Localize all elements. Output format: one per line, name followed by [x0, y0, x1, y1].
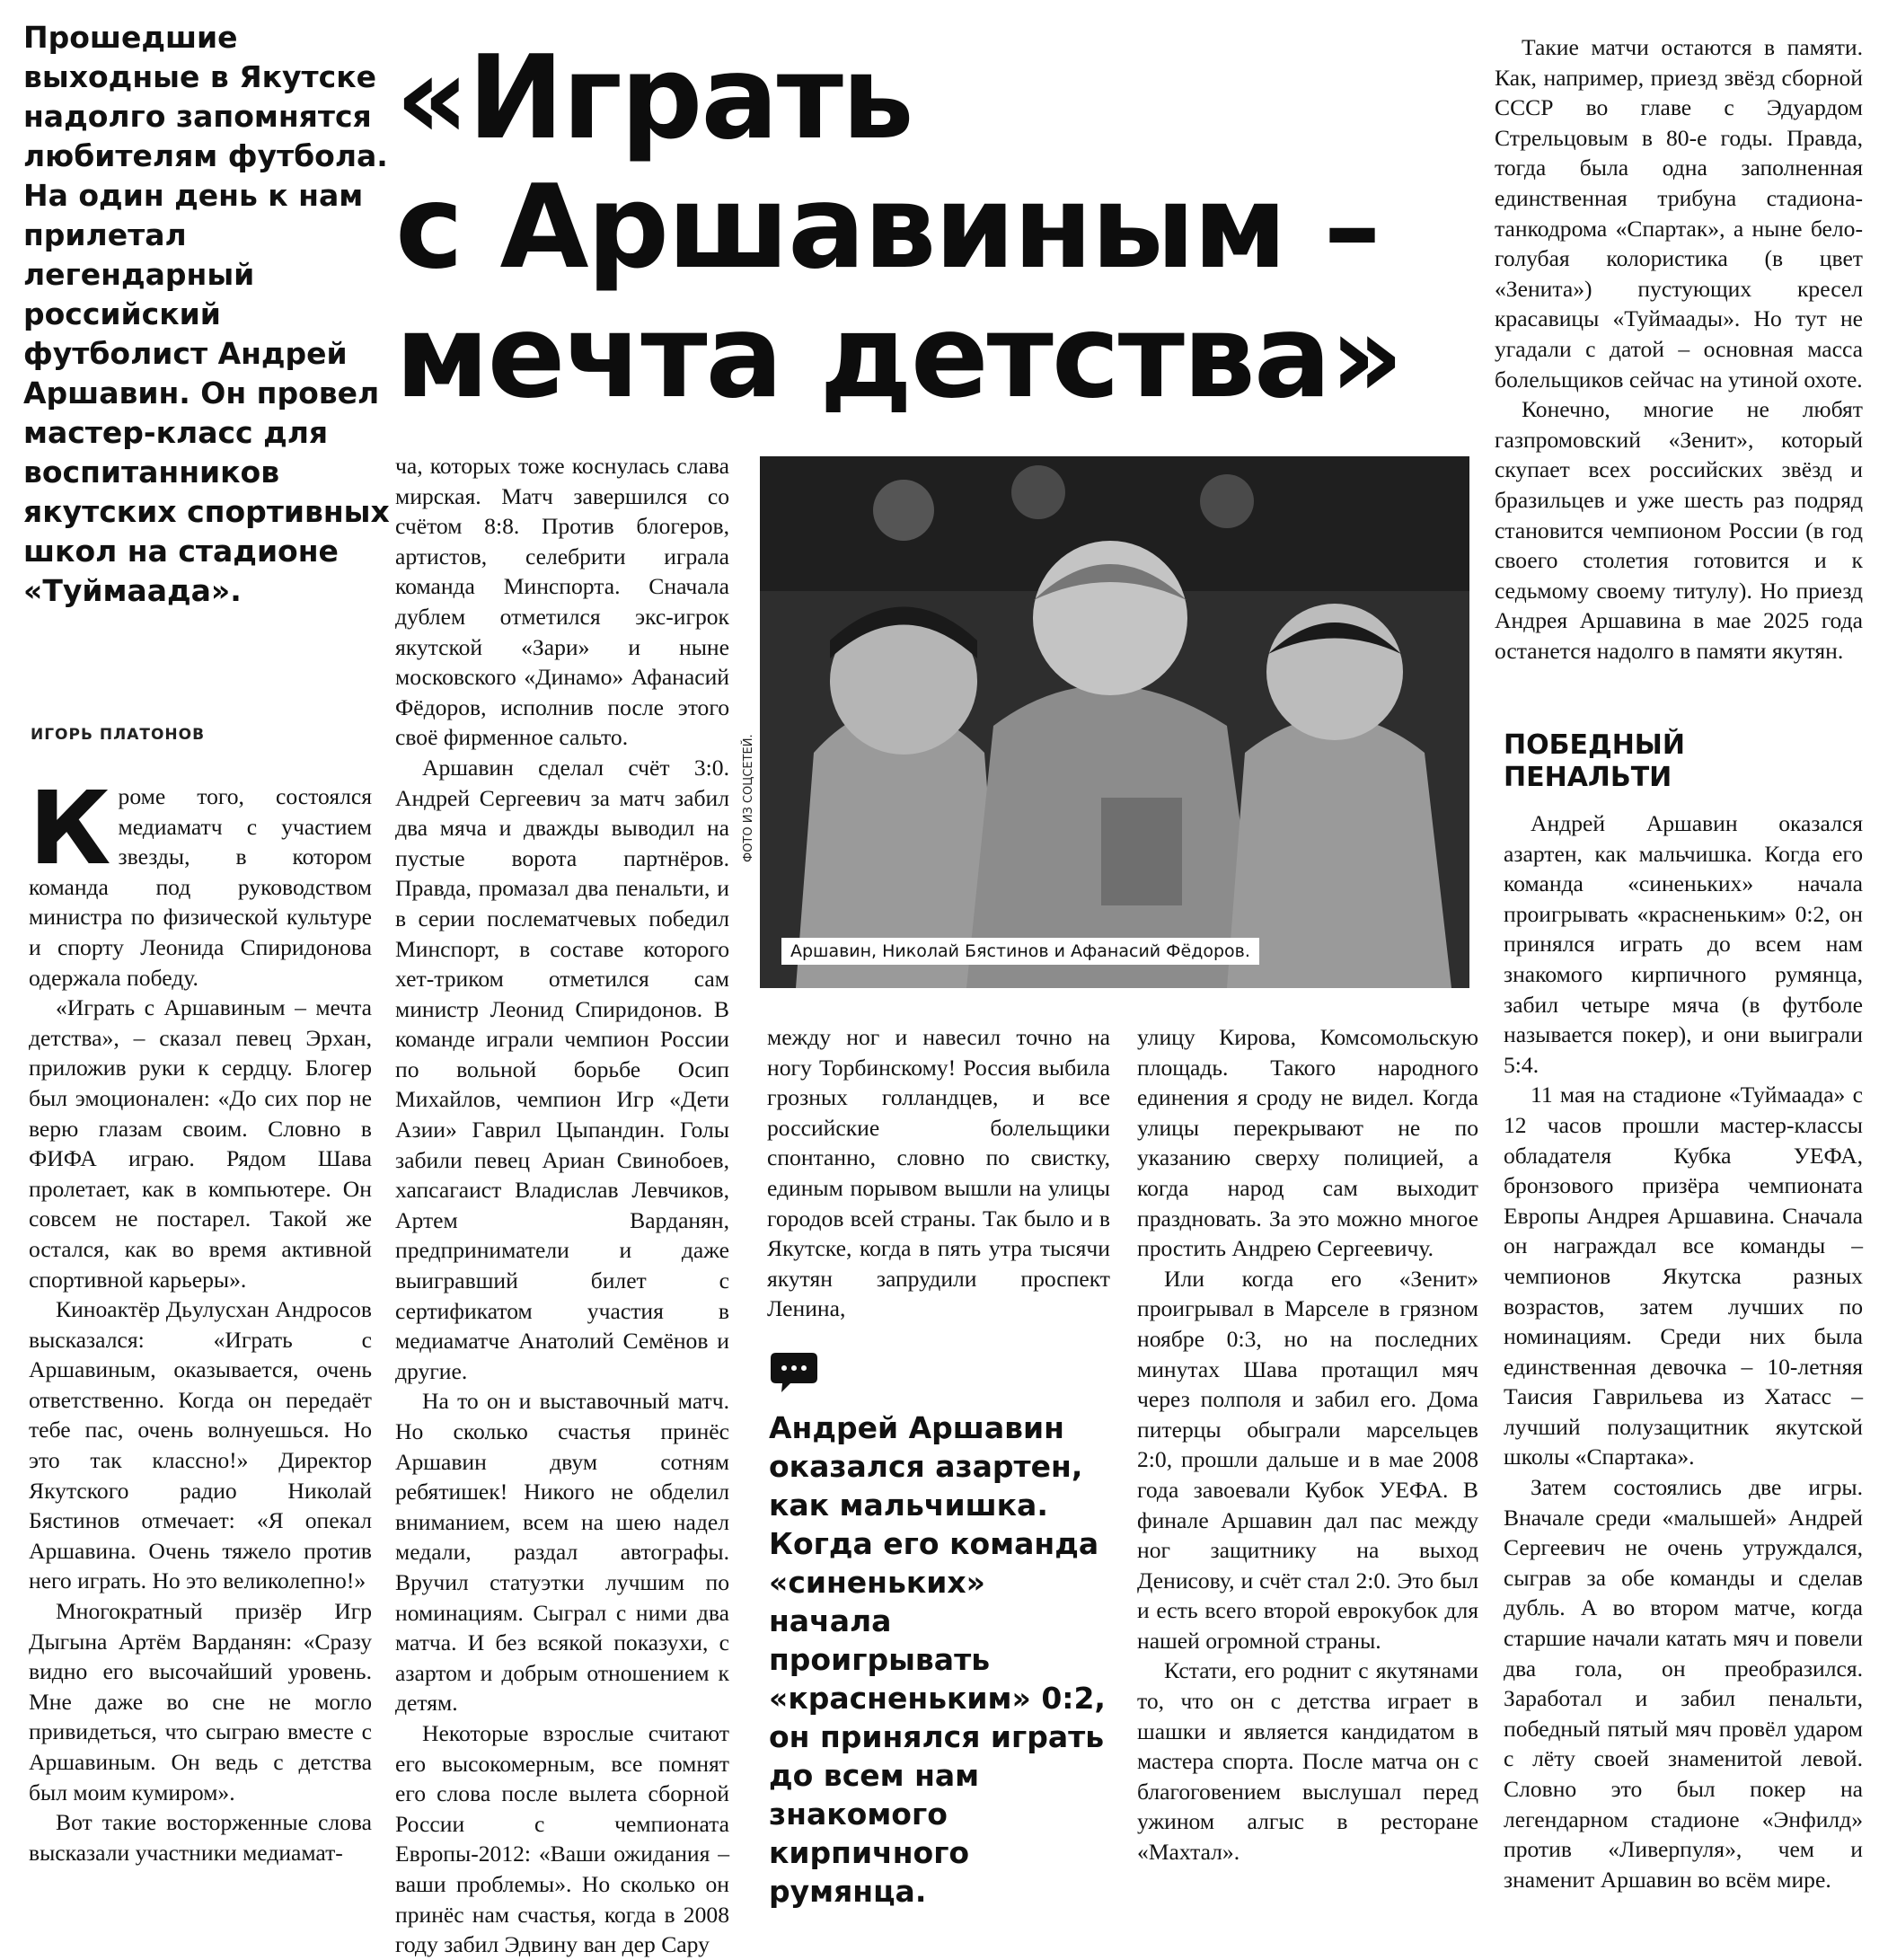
photo-credit: ФОТО ИЗ СОЦСЕТЕЙ. — [742, 734, 755, 862]
column-2 — [395, 451, 729, 1960]
column-1 — [29, 771, 372, 1867]
column-5-bottom — [1504, 808, 1863, 1894]
paragraph: Кроме того, состоялся медиаматч с участием звезды, в котором команда под руководством министра по физической культуре и спорту Леонида Спиридонова одержала победу. — [29, 771, 372, 991]
paragraph: Конечно, многие не любят газпромовский «Зенит», который скупает всех российских звёзд и бразильцев и уже шесть раз подряд становится чемпионом России (в год своего столетия готовится и к седьмому своему титулу). Но приезд Андрея Аршавина в мае 2025 года останется надолго в памяти якутян. — [1495, 396, 1863, 664]
speech-bubble-icon — [771, 1353, 817, 1392]
paragraph: Некоторые взрослые считают его высокомерным, все помнят его слова после вылета сборной России с чемпионата Европы-2012: «Ваши ожидания – ваши проблемы». Но сколько он принёс нам счастья, когда в 2008 году забил Эдвину ван дер Сару — [395, 1719, 729, 1958]
headline-line-1: «Играть — [395, 31, 913, 165]
paragraph: Андрей Аршавин оказался азартен, как мальчишка. Когда его команда «синеньких» начала проигрывать «красненьким» 0:2, он принялся играть до всем нам знакомого кирпичного румянца, забил четыре мяча (в футболе называется покер), и они выиграли 5:4. — [1504, 810, 1863, 1078]
article-photo — [760, 456, 1469, 988]
photo-illustration — [760, 456, 1469, 988]
section-subhead: ПОБЕДНЫЙ ПЕНАЛЬТИ — [1504, 729, 1685, 793]
paragraph: Многократный призёр Игр Дыгына Артём Варданян: «Сразу видно его высочайший уровень. Мне даже во сне не могло привидеться, что сыграю вместе с Аршавиным. Он ведь с детства был моим кумиром». — [29, 1598, 372, 1805]
paragraph: Кстати, его роднит с якутянами то, что он с детства играет в шашки и является кандидатом в мастера спорта. После матча он с благоговением выслушал перед ужином алгыс в ресторане «Махтал». — [1137, 1657, 1478, 1866]
paragraph: между ног и навесил точно на ногу Торбинскому! Россия выбила грозных голландцев, и все российские болельщики спонтанно, словно по свистку, единым порывом вышли на улицы городов всей страны. Так было и в Якутске, когда в пять утра тысячи якутян запрудили проспект Ленина, — [767, 1024, 1110, 1322]
article-headline — [395, 31, 1473, 424]
paragraph: ча, которых тоже коснулась слава мирская. Матч завершился со счётом 8:8. Против блогеров, артистов, селебрити играла команда Минспорта. Сначала дублем отметился экс-игрок якутской «Зари» и ныне московского «Динамо» Афанасий Фёдоров, исполнив после этого своё фирменное сальто. — [395, 453, 729, 751]
article-lead: Прошедшие выходные в Якутске надолго запомнятся любителям футбола. На один день к нам прилетал легендарный российский футболист Андрей Аршавин. Он провел мастер-класс для воспитанников якутских спортивных школ на стадионе «Туймаада». — [23, 20, 390, 608]
pull-quote: Андрей Аршавин оказался азартен, как мальчишка. Когда его команда «синеньких» начала проигрывать «красненьким» 0:2, он принялся играть до всем нам знакомого кирпичного румянца. — [769, 1410, 1106, 1909]
paragraph: Такие матчи остаются в памяти. Как, например, приезд звёзд сборной СССР во главе с Эдуардом Стрельцовым в 80-е годы. Правда, тогда была одна заполненная единственная трибуна стадиона-танкодрома «Спартак», а ныне бело-голубая колористика (в цвет «Зенита») пустующих кресел красавицы «Туймаады». Но тут не угадали с датой – основная масса болельщиков сейчас на утиной охоте. — [1495, 34, 1863, 393]
headline-line-3: мечта детства» — [395, 290, 1402, 424]
paragraph: Затем состоялись две игры. Вначале среди «малышей» Андрей Сергеевич не очень утруждался, сыграв за обе команды и сделав дубль. А во втором матче, когда старшие начали катать мяч и повели два гола, он преобразился. Заработал и забил пенальти, победный пятый мяч провёл ударом с лёту своей знаменитой левой. Словно это был покер на легендарном стадионе «Энфилд» против «Ливерпуля», чем и знаменит Аршавин во всём мире. — [1504, 1474, 1863, 1893]
paragraph: Или когда его «Зенит» проигрывал в Марселе в грязном ноябре 0:3, но на последних минутах Шава протащил мяч через полполя и забил его. Дома питерцы обыграли марсельцев 2:0, прошли дальше и в мае 2008 года завоевали Кубок УЕФА. В финале Аршавин дал пас между ног защитнику на выход Денисову, и счёт стал 2:0. Это был и есть всего второй еврокубок для нашей огромной страны. — [1137, 1265, 1478, 1654]
paragraph: улицу Кирова, Комсомольскую площадь. Такого народного единения я сроду не видел. Когда улицы перекрывают не по указанию сверху полицией, а когда народ сам выходит праздновать. За это можно многое простить Андрею Сергеевичу. — [1137, 1024, 1478, 1262]
drop-cap: К — [29, 771, 111, 887]
photo-caption: Аршавин, Николай Бястинов и Афанасий Фёдоров. — [781, 938, 1259, 965]
column-5-top — [1495, 32, 1863, 666]
column-4 — [1137, 1022, 1478, 1867]
column-3 — [767, 1022, 1110, 1324]
paragraph: Вот такие восторженные слова высказали участники медиамат- — [29, 1809, 372, 1866]
paragraph: Аршавин сделал счёт 3:0. Андрей Сергеевич за матч забил два мяча и дважды выводил на пустые ворота партнёров. Правда, промазал два пенальти, и в серии послематчевых победил Минспорт, в составе которого хет-триком отметился сам министр Леонид Спиридонов. В команде играли чемпион России по вольной борьбе Осип Михайлов, чемпион Игр «Дети Азии» Гаврил Цыпандин. Голы забили певец Ариан Свинобоев, хапсагаист Владислав Левчиков, Артем Варданян, предприниматели и даже выигравший билет с сертификатом участия в медиаматче Анатолий Семёнов и другие. — [395, 754, 729, 1384]
byline: ИГОРЬ ПЛАТОНОВ — [31, 726, 206, 744]
paragraph: Киноактёр Дьулусхан Андросов высказался: «Играть с Аршавиным, оказывается, очень ответственно. Когда он передаёт тебе пас, очень волнуешься. Но это так классно!» Директор Якутского радио Николай Бястинов отмечает: «Я опекал Аршавина. Очень тяжело против него играть. Но это великолепно!» — [29, 1296, 372, 1594]
paragraph: «Играть с Аршавиным – мечта детства», – сказал певец Эрхан, приложив руки к сердцу. Блогер был эмоционален: «До сих пор не верю глазам своим. Словно в ФИФА играю. Рядом Шава пролетает, как в компьютере. Он совсем не постарел. Такой же остался, как во время активной спортивной карьеры». — [29, 994, 372, 1293]
headline-line-2: с Аршавиным – — [395, 161, 1380, 295]
paragraph: На то он и выставочный матч. Но сколько счастья принёс Аршавин двум сотням ребятишек! Никого не обделил вниманием, всем на шею надел медали, раздал автографы. Вручил статуэтки лучшим по номинациям. Сыграл с ними два матча. И без всякой показухи, с азартом и добрым отношением к детям. — [395, 1388, 729, 1717]
paragraph: 11 мая на стадионе «Туймаада» с 12 часов прошли мастер-классы обладателя Кубка УЕФА, бронзового призёра чемпионата Европы Андрея Аршавина. Сначала он награждал все команды – чемпионов Якутска разных возрастов, затем лучших по номинациям. Среди них была единственная девочка – 10-летняя Таисия Гаврильева из Хатасс – лучший полузащитник якутской школы «Спартака». — [1504, 1082, 1863, 1470]
